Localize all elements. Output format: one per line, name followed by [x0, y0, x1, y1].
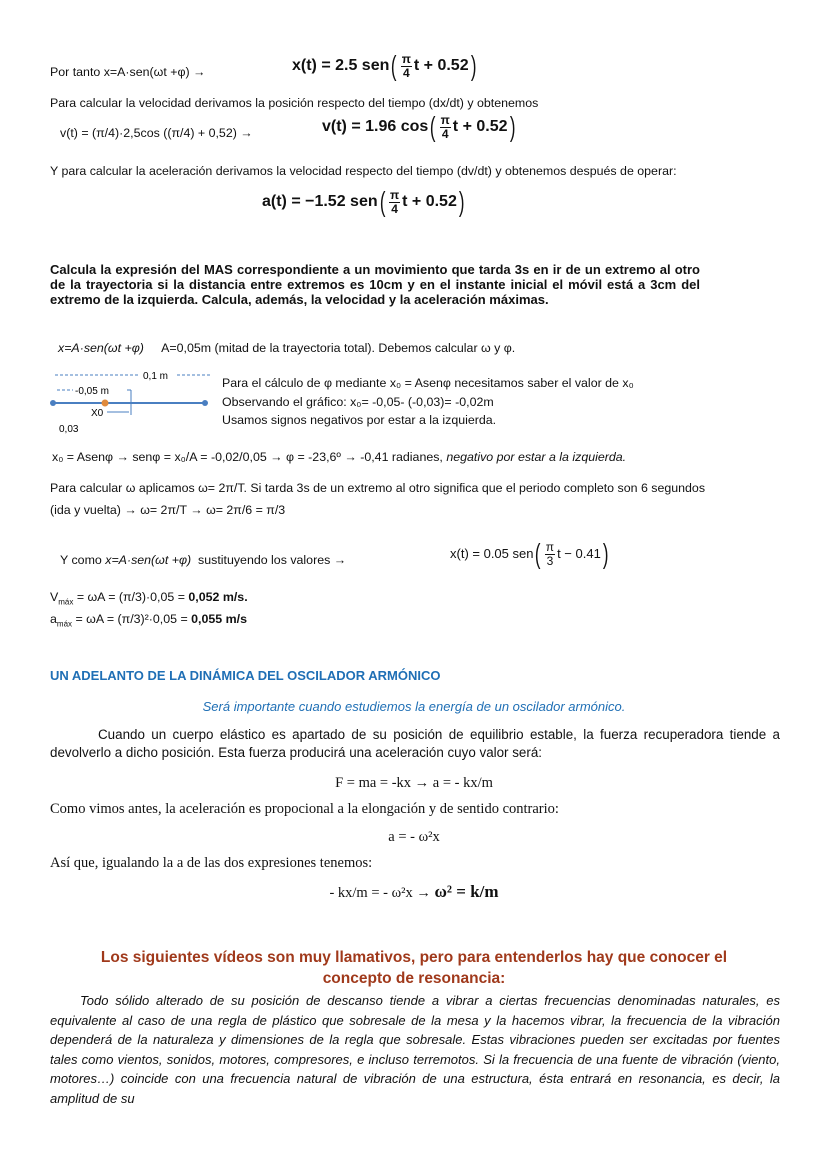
x0-note: negativo por estar a la izquierda. — [446, 450, 627, 464]
x-equation: x(t) = 2.5 sen ( π 4 t + 0.52 ) — [292, 50, 477, 81]
v-equation: v(t) = 1.96 cos ( π 4 t + 0.52 ) — [322, 111, 515, 142]
section-subtitle: Será importante cuando estudiemos la energía de un oscilador armónico. — [202, 699, 626, 714]
formula-italic-2: x=A·sen(ωt +φ) — [105, 553, 192, 567]
omega-eq-result: ω² = k/m — [434, 882, 499, 901]
right-end-dot — [202, 400, 208, 406]
velocity-calc: v(t) = (π/4)·2,5cos ((π/4) + 0,52) → — [60, 126, 253, 140]
amax-sub: máx — [56, 619, 73, 629]
resonance-paragraph: Todo sólido alterado de su posición de descanso tiende a vibrar a ciertas frecuencias denominadas naturales, es equivalente al caso de una regla de plástico que sobresale de la mesa y la hacemos vibrar, la frecuencia de la vibración dependerá de la naturaleza y dimensiones de la regla que sobresale. Estas vibraciones pueden ser excitadas por fuentes tales como vientos, sonidos, motores, compresores, e incluso terremotos. Si la frecuencia de una fuente de vibración (viento, motores…) coincide con una frecuencia natural de vibración de una estructura, ésta entrará en resonancia, es decir, la amplitud de su — [50, 993, 780, 1106]
formula-italic: x=A·sen(ωt +φ) — [58, 341, 144, 355]
phi-line-3: Usamos signos negativos por estar a la izquierda. — [222, 413, 497, 427]
y-como: Y como — [60, 553, 102, 567]
amax-symbol: a — [50, 612, 57, 626]
x0-calc: x₀ = Asenφ → senφ = x₀/A = -0,02/0,05 → φ = -23,6º → -0,41 radianes, — [52, 450, 443, 464]
vmax-symbol: V — [50, 590, 59, 604]
amax-value: 0,055 m/s — [191, 612, 247, 626]
pi: π — [545, 539, 555, 554]
velocity-intro: Para calcular la velocidad derivamos la posición respecto del tiempo (dx/dt) y obtenemos — [50, 96, 539, 110]
omega-line-1: Para calcular ω aplicamos ω= 2π/T. Si tarda 3s de un extremo al otro significa que el periodo completo son 6 segundos — [50, 481, 706, 495]
equation-force: F = ma = -kx → a = - kx/m — [335, 775, 493, 791]
label-x0: X0 — [91, 408, 104, 419]
v-eq-lhs: v(t) = 1.96 cos — [322, 118, 429, 135]
amplitude-text: A=0,05m (mitad de la trayectoria total). Debemos calcular ω y φ. — [161, 341, 516, 355]
four: 4 — [391, 201, 398, 216]
como-vimos: Como vimos antes, la aceleración es propocional a la elongación y de sentido contrario: — [50, 801, 559, 817]
label-0-03: 0,03 — [59, 424, 79, 435]
four: 4 — [402, 65, 410, 80]
pi: π — [389, 187, 400, 202]
equation-omega — [0, 884, 828, 901]
omega-line-2: (ida y vuelta) → ω= 2π/T → ω= 2π/6 = π/3 — [50, 503, 286, 517]
amax-line — [50, 611, 247, 632]
a-eq-tail: t + 0.52 — [402, 193, 457, 210]
trajectory-diagram — [45, 365, 220, 437]
x-eq-lhs: x(t) = 2.5 sen — [292, 57, 390, 74]
vmax-line — [50, 589, 248, 610]
asi-que: Así que, igualando la a de las dos expresiones tenemos: — [50, 855, 373, 871]
pi: π — [401, 51, 411, 66]
a-equation: a(t) = −1.52 sen ( π 4 t + 0.52 ) — [262, 186, 465, 217]
y-como-line — [60, 552, 346, 568]
x-final-tail: t − 0.41 — [557, 546, 601, 561]
resonance-heading-2: concepto de resonancia: — [322, 970, 506, 987]
left-end-dot — [50, 400, 56, 406]
resonance-heading-1: Los siguientes vídeos son muy llamativos, pero para entenderlos hay que conocer el — [100, 949, 728, 966]
vmax-value: 0,052 m/s. — [188, 590, 248, 604]
mobile-dot — [102, 400, 109, 407]
omega-eq-left: - kx/m = - ω²x → — [329, 885, 435, 901]
three: 3 — [546, 553, 554, 568]
label-0-05m: -0,05 m — [75, 386, 109, 397]
x0-line — [52, 449, 626, 465]
x-final-lhs: x(t) = 0.05 sen — [450, 546, 534, 561]
phi-line-2: Observando el gráfico: x₀= -0,05- (-0,03)= -0,02m — [222, 395, 494, 409]
section-heading: UN ADELANTO DE LA DINÁMICA DEL OSCILADOR ARMÓNICO — [50, 668, 441, 683]
pi: π — [440, 112, 450, 127]
x-final-equation: x(t) = 0.05 sen ( π 3 t − 0.41 ) — [450, 538, 609, 569]
v-eq-tail: t + 0.52 — [452, 118, 508, 135]
por-tanto-text: Por tanto x=A·sen(ωt +φ) → — [50, 65, 206, 79]
phi-line-1: Para el cálculo de φ mediante x₀ = Asenφ necesitamos saber el valor de x₀ — [222, 376, 634, 390]
problem-statement: Calcula la expresión del MAS correspondiente a un movimiento que tarda 3s en ir de un extremo al otro de la trayectoria si la distancia entre extremos es 10cm y en el instante inicial el móvil está a 3cm del extremo de la izquierda. Calcula, además, la velocidad y la aceleración máximas. — [50, 262, 700, 307]
a-eq-lhs: a(t) = −1.52 sen — [262, 193, 378, 210]
vmax-expr: = ωA = (π/3)·0,05 = — [73, 590, 189, 604]
amplitude-line — [58, 340, 515, 356]
label-0-1m: 0,1 m — [143, 371, 169, 382]
vmax-sub: máx — [58, 597, 74, 607]
equation-accel: a = - ω²x — [388, 829, 440, 845]
four: 4 — [441, 126, 449, 141]
acceleration-intro: Y para calcular la aceleración derivamos la velocidad respecto del tiempo (dv/dt) y obtenemos después de operar: — [50, 164, 677, 178]
elastic-paragraph: Cuando un cuerpo elástico es apartado de su posición de equilibrio estable, la fuerza recuperadora tiende a devolverlo a dicho posición. Esta fuerza producirá una aceleración cuyo valor será: — [50, 727, 780, 760]
sustituyendo: sustituyendo los valores → — [198, 553, 347, 567]
amax-expr: = ωA = (π/3)²·0,05 = — [72, 612, 192, 626]
x-eq-tail: t + 0.52 — [413, 57, 469, 74]
